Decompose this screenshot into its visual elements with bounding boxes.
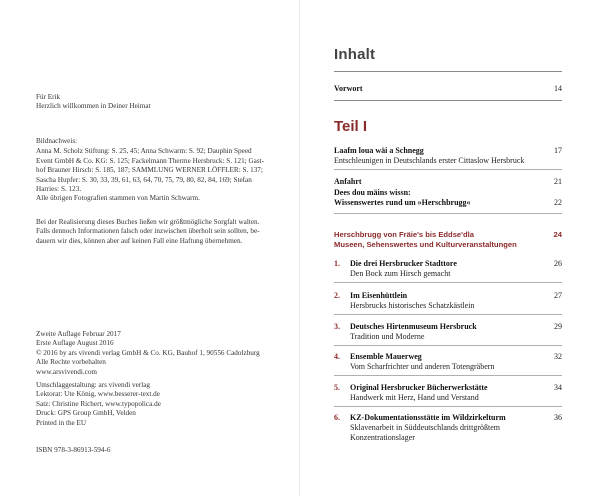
toc-numbered-entry[interactable] [334,322,562,342]
toc-numbered-entry[interactable] [334,352,562,372]
section-heading[interactable] [334,230,562,250]
credits-title: Bildnachweis: [36,137,78,145]
entry-page: 27 [554,291,562,300]
production-credits [36,381,274,428]
entry-number: 2. [334,291,340,300]
production-line: Printed in the EU [36,418,87,427]
production-line: Satz: Christine Richert, www.typopolica.de [36,399,161,408]
entry-page: 14 [554,84,562,93]
dedication-line: Herzlich willkommen in Deiner Heimat [36,102,151,111]
entry-page: 22 [554,198,562,207]
toc-rule [334,314,562,315]
entry-subtitle: Den Bock zum Hirsch gemacht [350,269,451,278]
entry-subtitle: Vom Scharfrichter und anderen Totengräbern [350,362,495,371]
entry-page: 34 [554,383,562,392]
production-line: Umschlaggestaltung: ars vivendi verlag [36,381,150,389]
entry-number: 1. [334,259,340,268]
entry-title: Ensemble Mauerweg [350,352,422,361]
toc-entry[interactable] [334,146,562,166]
entry-title: KZ-Dokumentationsstätte im Wildzirkelturm [350,413,506,422]
toc-numbered-entry[interactable] [334,259,562,279]
toc-rule [334,282,562,283]
toc-rule [334,213,562,214]
entry-title: Vorwort [334,84,363,93]
production-line: Lektorat: Ute König, www.besserer-text.de [36,390,160,399]
toc-rule [334,375,562,376]
credits-line: Anna M. Scholz Stiftung: S. 25, 45; Anna Schwarm: S. 92; Dauphin Speed [36,147,252,156]
toc-numbered-entry[interactable] [334,383,562,403]
entry-subtitle: Sklavenarbeit in Süddeutschlands drittgrößtem [350,423,500,432]
section-line: Museen, Sehenswertes und Kulturveranstaltungen [334,240,517,249]
toc-rule [334,345,562,346]
toc-rule [334,100,562,101]
entry-number: 4. [334,352,340,361]
disclaimer-line: Falls dennoch Informationen falsch oder inzwischen überholt sein sollten, be- [36,227,260,236]
section-page: 24 [553,230,562,239]
section-line: Herschbrugg von Fräie's bis Eddse'dla [334,230,474,239]
disclaimer [36,218,274,246]
entry-title: Dees dou mäins wissn: [334,188,411,197]
disclaimer-line: Bei der Realisierung dieses Buches ließen wir größtmögliche Sorgfalt walten. [36,218,260,226]
edition-info [36,330,274,377]
dedication-line: Für Erik [36,93,61,101]
edition-line: www.arsvivendi.com [36,367,98,376]
edition-line: Erste Auflage August 2016 [36,339,114,348]
entry-page: 17 [554,146,562,155]
toc-numbered-entry[interactable] [334,291,562,311]
entry-number: 6. [334,413,340,422]
entry-title: Deutsches Hirtenmuseum Hersbruck [350,322,477,331]
entry-title: Die drei Hersbrucker Stadttore [350,259,457,268]
toc-entry-vorwort[interactable] [334,84,562,94]
entry-title: Im Eisenhüttlein [350,291,408,300]
toc-title: Inhalt [334,46,376,63]
entry-page: 29 [554,322,562,331]
toc-rule [334,71,562,72]
entry-page: 21 [554,177,562,186]
credits-line: hof Brauner Hirsch: S. 185, 187; SAMMLUNG WERNER LÖFFLER: S. 137; [36,166,263,175]
entry-number: 3. [334,322,340,331]
disclaimer-line: dauern wir dies, können aber auf keinen Fall eine Haftung übernehmen. [36,236,243,245]
toc-entry[interactable] [334,188,562,208]
entry-subtitle: Hersbrucks historisches Schatzkästlein [350,301,475,310]
isbn: ISBN 978-3-86913-594-6 [36,446,111,454]
entry-page: 26 [554,259,562,268]
toc-page [300,0,600,496]
entry-title: Original Hersbrucker Bücherwerkstätte [350,383,488,392]
part-heading: Teil I [334,118,368,135]
toc-entry[interactable] [334,177,562,187]
entry-subtitle: Entschleunigen in Deutschlands erster Cittaslow Hersbruck [334,156,525,165]
toc-rule [334,406,562,407]
entry-subtitle: Handwerk mit Herz, Hand und Verstand [350,393,479,402]
dedication [36,93,274,112]
credits-line: Event GmbH & Co. KG: S. 125; Fackelmann Therme Hersbruck: S. 121; Gast- [36,156,265,165]
edition-line: © 2016 by ars vivendi verlag GmbH & Co. KG, Bauhof 1, 90556 Cadolzburg [36,348,260,357]
credits-line: Alle übrigen Fotografien stammen von Martin Schwarm. [36,194,200,203]
edition-line: Alle Rechte vorbehalten [36,358,106,367]
entry-subtitle: Wissenswertes rund um »Herschbrugg« [334,198,471,207]
entry-subtitle: Tradition und Moderne [350,332,425,341]
entry-number: 5. [334,383,340,392]
production-line: Druck: GPS Group GmbH, Velden [36,409,136,418]
edition-line: Zweite Auflage Februar 2017 [36,330,121,338]
entry-subtitle: Konzentrationslager [350,433,415,442]
credits-line: Harries: S. 123. [36,185,82,194]
entry-page: 32 [554,352,562,361]
entry-title: Anfahrt [334,177,362,186]
toc-rule [334,169,562,170]
toc-numbered-entry[interactable] [334,413,562,443]
photo-credits [36,137,274,204]
credits-line: Sascha Hupfer: S. 30, 33, 39, 61, 63, 64, 70, 75, 79, 80, 82, 84, 169; Stefan [36,175,252,184]
entry-page: 36 [554,413,562,422]
entry-title: Laafm loua wäi a Schnegg [334,146,424,155]
